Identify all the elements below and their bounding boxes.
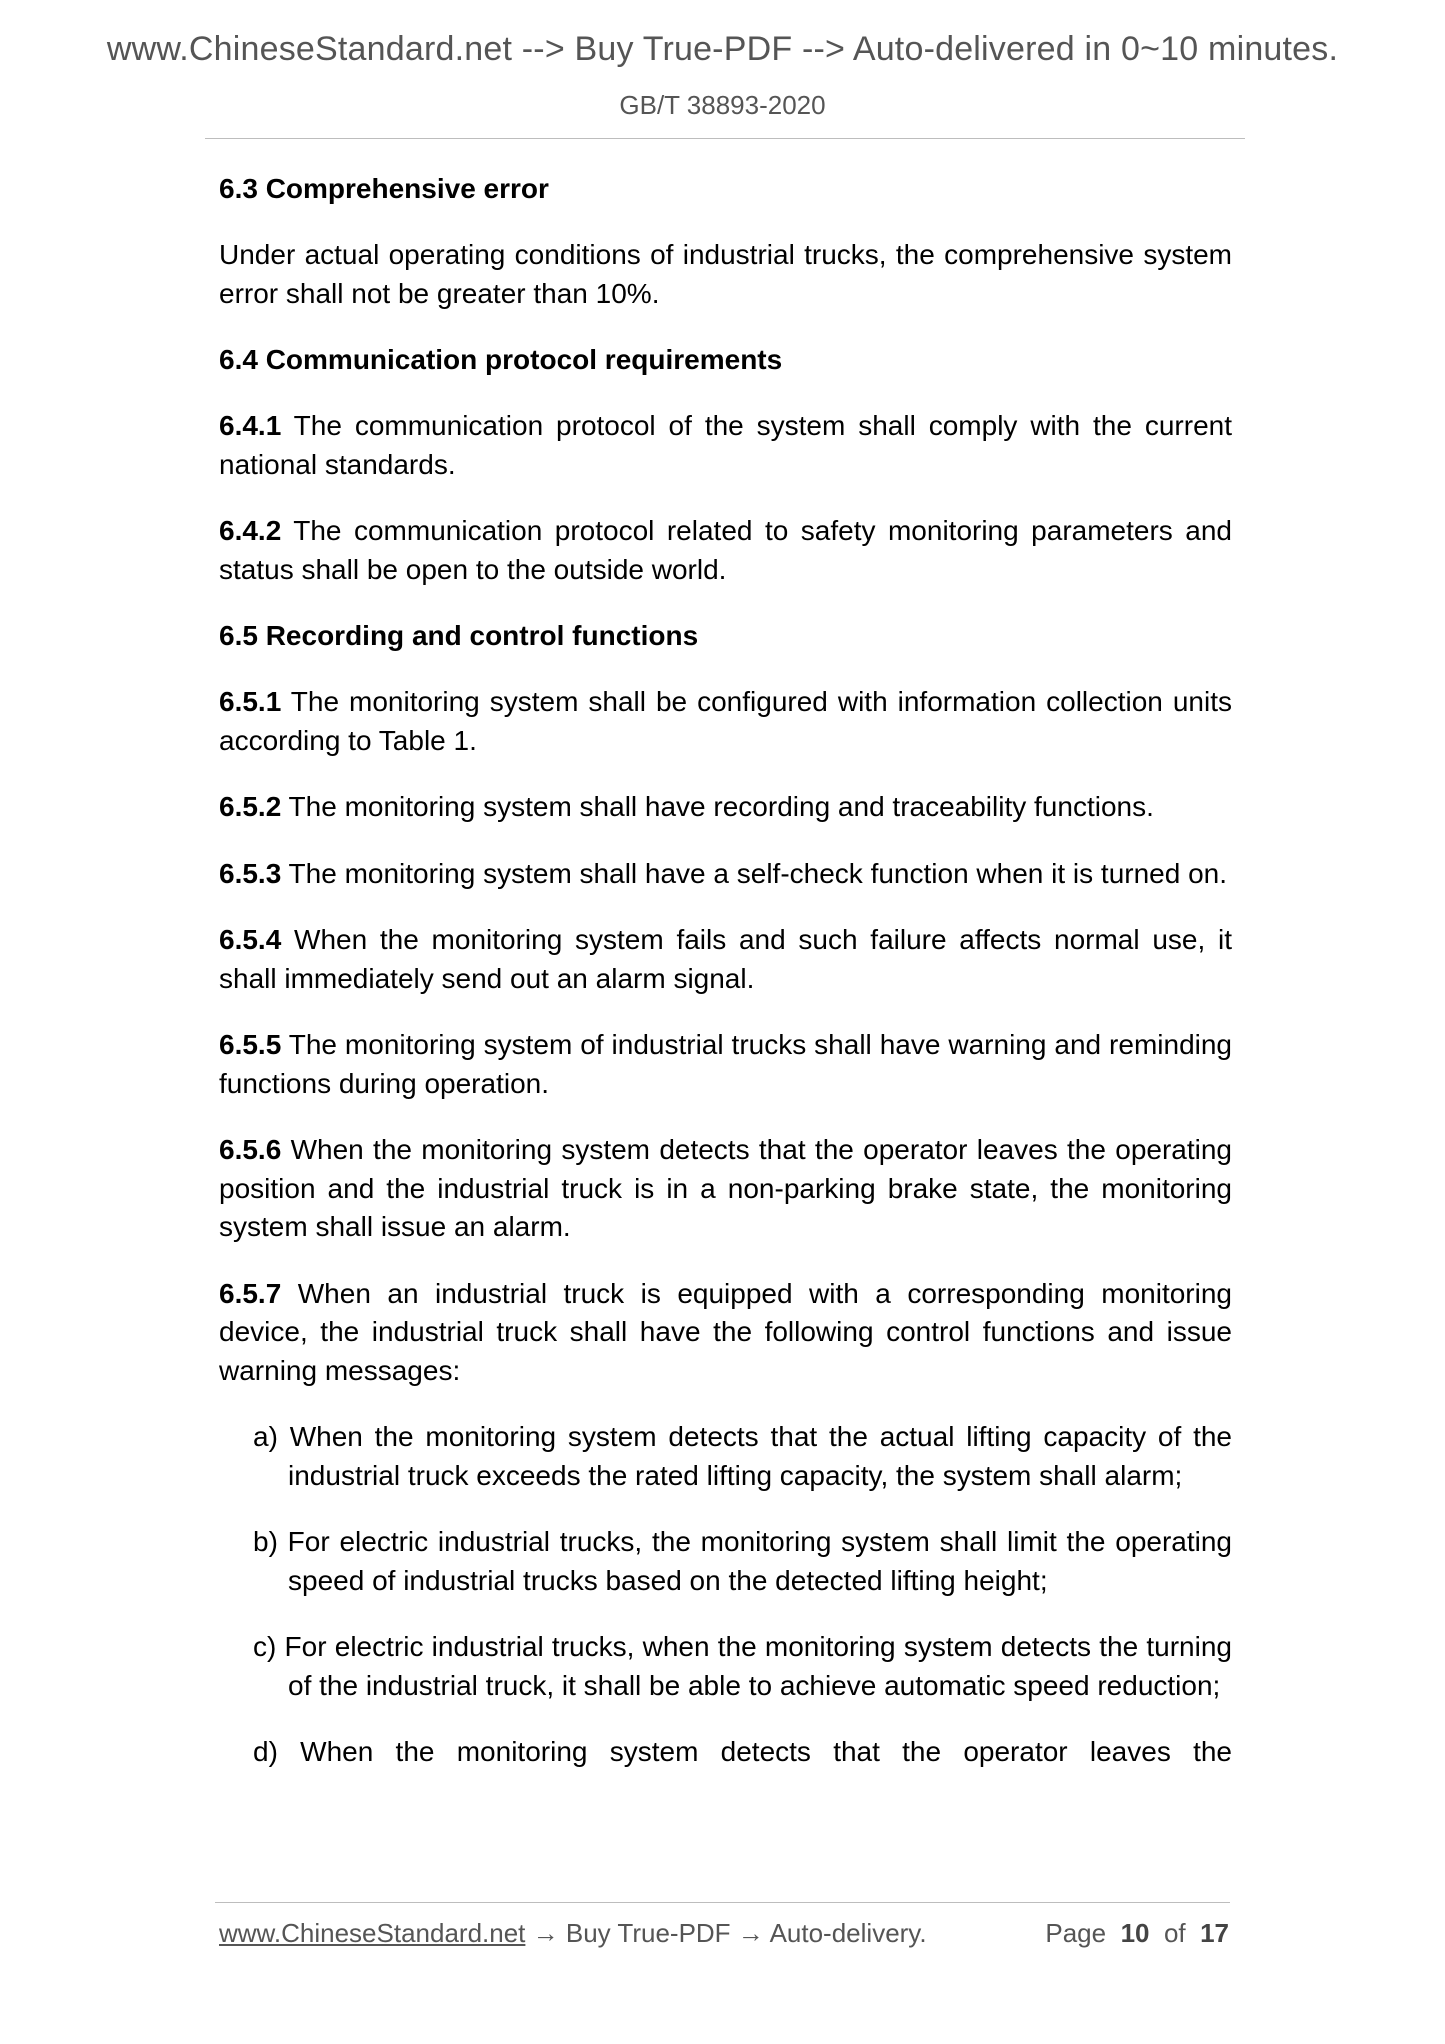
clause-text: When an industrial truck is equipped with a corresponding monitoring device, the industrial truck shall have the following control functions and issue warning messages: (219, 1277, 1232, 1386)
clause-number: 6.4.1 (219, 410, 282, 441)
clause-text: When the monitoring system detects that the operator leaves the operating position and the industrial truck is in a non-parking brake state, the monitoring system shall issue an alarm. (219, 1134, 1232, 1242)
clause-number: 6.5.1 (219, 686, 282, 717)
paragraph-6-5-2 (219, 788, 1232, 827)
clause-text: The monitoring system shall be configured with information collection units according to Table 1. (219, 686, 1232, 756)
list-item-b: b) For electric industrial trucks, the monitoring system shall limit the operating speed of industrial trucks based on the detected lifting height; (253, 1526, 1232, 1596)
clause-text: The monitoring system of industrial trucks shall have warning and reminding functions during operation. (219, 1029, 1232, 1099)
clause-text: The communication protocol related to safety monitoring parameters and status shall be open to the outside world. (219, 515, 1232, 585)
top-banner: www.ChineseStandard.net --> Buy True-PDF --> Auto-delivered in 0~10 minutes. (106, 30, 1339, 68)
list-item-a: a) When the monitoring system detects that the actual lifting capacity of the industrial truck exceeds the rated lifting capacity, the system shall alarm; (253, 1421, 1232, 1491)
clause-text: The communication protocol of the system shall comply with the current national standards. (219, 410, 1232, 480)
document-code: GB/T 38893-2020 (619, 90, 826, 120)
page-total: 17 (1200, 1918, 1229, 1948)
page-current: 10 (1120, 1918, 1150, 1948)
clause-number: 6.5.2 (219, 791, 282, 822)
clause-text: When the monitoring system fails and such failure affects normal use, it shall immediately send out an alarm signal. (219, 924, 1232, 994)
paragraph-6-5-5 (219, 1026, 1232, 1103)
page-number (1045, 1918, 1229, 1949)
clause-number: 6.5.4 (219, 924, 282, 955)
footer-divider (215, 1902, 1230, 1903)
list-item-c: c) For electric industrial trucks, when the monitoring system detects the turning of the industrial truck, it shall be able to achieve automatic speed reduction; (253, 1631, 1232, 1701)
paragraph-6-5-6 (219, 1131, 1232, 1247)
page-label: Page (1045, 1918, 1107, 1948)
clause-number: 6.5.7 (219, 1277, 282, 1309)
paragraph-6-5-1 (219, 683, 1232, 760)
section-heading-6-4: 6.4 Communication protocol requirements (219, 344, 783, 375)
clause-number: 6.4.2 (219, 515, 282, 546)
page-content (219, 170, 1232, 1800)
paragraph-6-5-7 (219, 1275, 1232, 1391)
paragraph-6-3: Under actual operating conditions of industrial trucks, the comprehensive system error shall not be greater than 10%. (219, 239, 1232, 309)
footer-tagline: → Buy True-PDF → Auto-delivery. (525, 1918, 927, 1948)
paragraph-6-5-3 (219, 855, 1232, 894)
header-divider (205, 138, 1245, 139)
paragraph-6-4-1 (219, 407, 1232, 484)
clause-number: 6.5.3 (219, 857, 282, 889)
clause-number: 6.5.5 (219, 1029, 282, 1060)
clause-text: The monitoring system shall have recording and traceability functions. (281, 791, 1154, 822)
clause-number: 6.5.6 (219, 1134, 282, 1165)
list-item-d: d) When the monitoring system detects that the operator leaves the (253, 1736, 1232, 1767)
of-label: of (1163, 1918, 1186, 1948)
section-heading-6-5: 6.5 Recording and control functions (219, 620, 699, 651)
clause-text: The monitoring system shall have a self-check function when it is turned on. (281, 857, 1228, 889)
paragraph-6-5-4 (219, 921, 1232, 998)
footer-site-link[interactable]: www.ChineseStandard.net (219, 1918, 526, 1948)
footer-promo (219, 1918, 927, 1949)
paragraph-6-4-2 (219, 512, 1232, 589)
section-heading-6-3: 6.3 Comprehensive error (219, 173, 549, 204)
